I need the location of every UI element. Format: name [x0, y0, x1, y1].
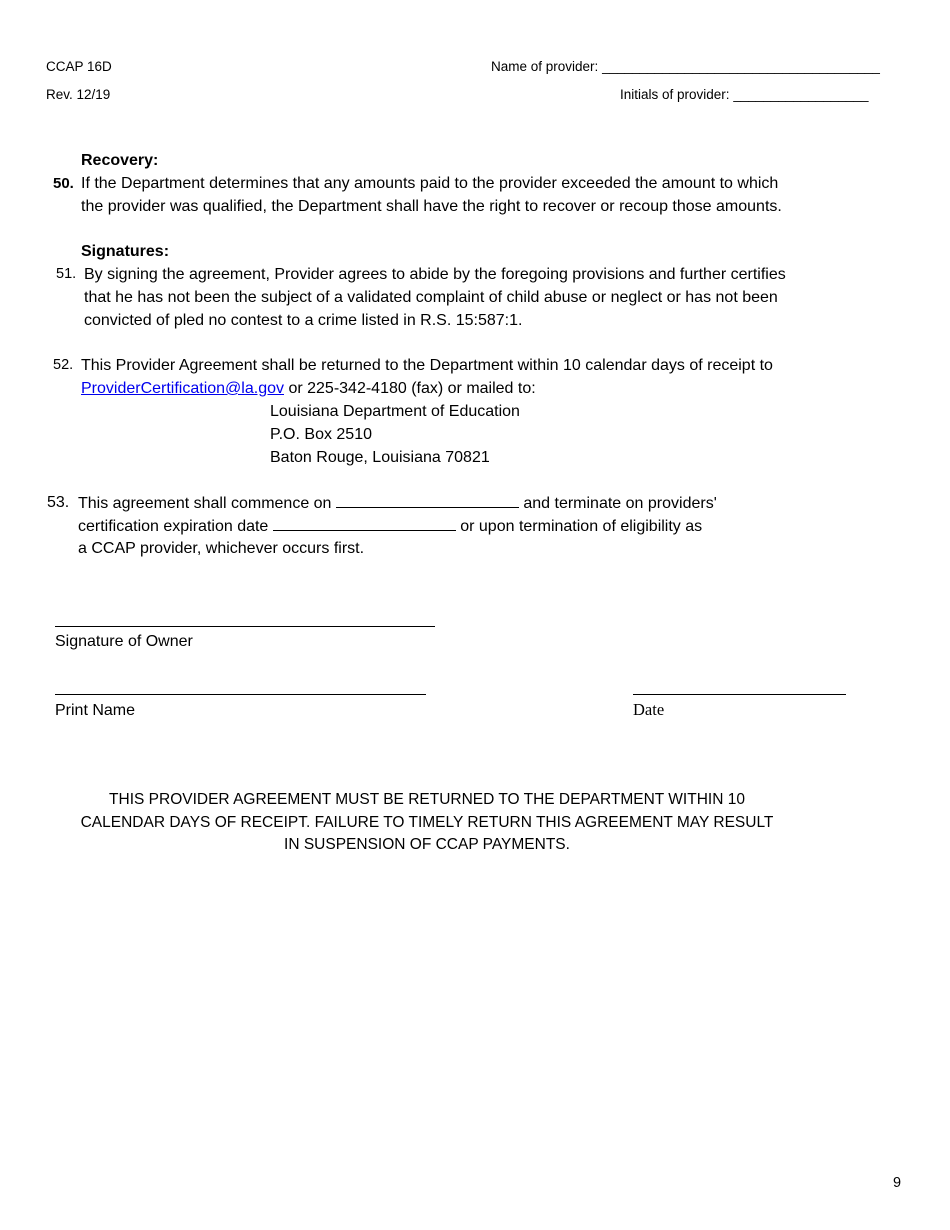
provider-certification-email-link[interactable]: ProviderCertification@la.gov	[81, 380, 284, 397]
item-51-number: 51.	[56, 266, 77, 282]
item-53-line-1	[78, 491, 717, 515]
item-53-line-1-a: This agreement shall commence on	[78, 495, 332, 512]
item-51-line-1: By signing the agreement, Provider agrees to abide by the foregoing provisions and further certifies	[84, 266, 786, 283]
expiration-date-blank[interactable]	[273, 514, 456, 531]
item-52-line-2	[81, 377, 536, 400]
mailing-address-line-1: Louisiana Department of Education	[270, 403, 520, 420]
item-52-line-1: This Provider Agreement shall be returned to the Department within 10 calendar days of receipt to	[81, 357, 773, 374]
item-51-line-3: convicted of pled no contest to a crime listed in R.S. 15:587:1.	[84, 312, 523, 329]
print-name-label: Print Name	[55, 702, 136, 719]
provider-initials-field[interactable]	[620, 87, 868, 102]
mailing-address-line-3: Baton Rouge, Louisiana 70821	[270, 449, 490, 466]
item-53-line-2-b: or upon termination of eligibility as	[460, 518, 703, 535]
item-53-line-3: a CCAP provider, whichever occurs first.	[78, 540, 365, 557]
owner-signature-label: Signature of Owner	[55, 633, 193, 650]
item-51-line-2: that he has not been the subject of a validated complaint of child abuse or neglect or has not been	[84, 289, 778, 306]
item-50-line-2: the provider was qualified, the Department shall have the right to recover or recoup those amounts.	[81, 198, 782, 215]
page-number: 9	[893, 1175, 902, 1191]
item-52-line-2-rest: or 225-342-4180 (fax) or mailed to:	[284, 380, 536, 397]
signatures-heading: Signatures:	[81, 243, 170, 260]
print-name-line[interactable]	[55, 694, 426, 695]
item-53-number: 53.	[47, 494, 70, 511]
item-52-number: 52.	[53, 357, 74, 373]
provider-name-label: Name of provider:	[491, 59, 599, 74]
date-line[interactable]	[633, 694, 846, 695]
commence-date-blank[interactable]	[336, 491, 519, 508]
mailing-address-line-2: P.O. Box 2510	[270, 426, 372, 443]
return-deadline-notice: THIS PROVIDER AGREEMENT MUST BE RETURNED TO THE DEPARTMENT WITHIN 10 CALENDAR DAYS OF RECEIPT. FAILURE TO TIMELY RETURN THIS AGREEMENT MAY RESULT IN SUSPENSION OF CCAP PAYMENTS.	[80, 791, 774, 853]
item-50-number: 50.	[53, 175, 74, 192]
provider-name-blank[interactable]: _____________________________________	[602, 59, 880, 74]
provider-initials-label: Initials of provider:	[620, 87, 730, 102]
provider-initials-blank[interactable]: __________________	[733, 87, 869, 102]
owner-signature-line[interactable]	[55, 626, 435, 627]
item-50-line-1: If the Department determines that any amounts paid to the provider exceeded the amount to which	[81, 175, 779, 192]
revision-date: Rev. 12/19	[46, 87, 111, 102]
date-label: Date	[633, 700, 665, 719]
item-53-line-1-b: and terminate on providers'	[523, 495, 717, 512]
provider-name-field[interactable]	[491, 59, 880, 74]
form-id: CCAP 16D	[46, 59, 112, 74]
recovery-heading: Recovery:	[81, 152, 159, 169]
item-53-line-2-a: certification expiration date	[78, 518, 269, 535]
item-53-line-2	[78, 514, 702, 538]
